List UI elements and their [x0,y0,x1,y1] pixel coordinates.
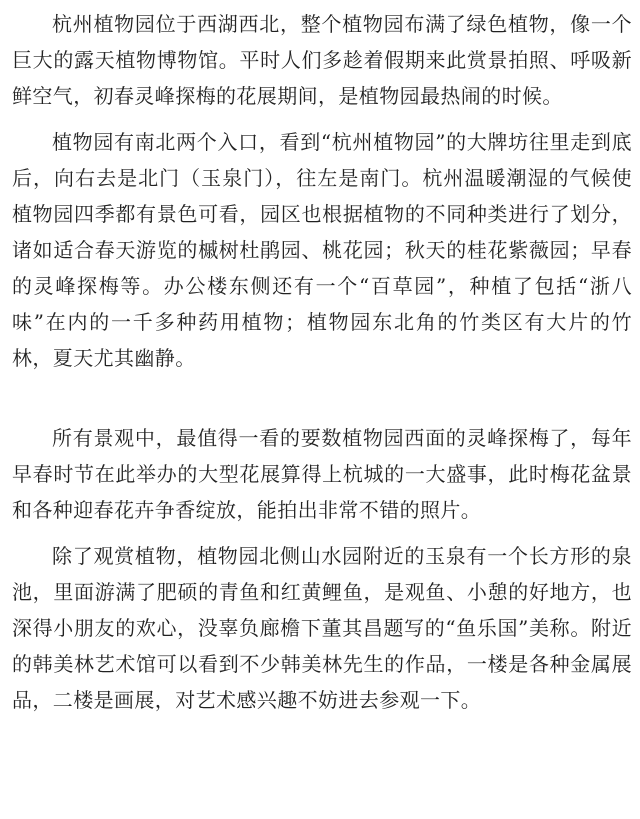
paragraph-lingfeng-plum: 所有景观中，最值得一看的要数植物园西面的灵峰探梅了，每年早春时节在此举办的大型花展算得上杭城的一大盛事，此时梅花盆景和各种迎春花卉争香绽放，能拍出非常不错的照片。 [12,426,632,522]
paragraph-entrances-and-areas: 植物园有南北两个入口，看到“杭州植物园”的大牌坊往里走到底后，向右去是北门（玉泉门），往左是南门。杭州温暖潮湿的气候使植物园四季都有景色可看，园区也根据植物的不同种类进行了划分，诸如适合春天游览的槭树杜鹃园、桃花园；秋天的桂花紫薇园；早春的灵峰探梅等。办公楼东侧还有一个“百草园”，种植了包括“浙八味”在内的一千多种药用植物；植物园东北角的竹类区有大片的竹林，夏天尤其幽静。 [12,130,632,370]
paragraph-gap [12,114,632,124]
paragraph-gap [12,528,632,538]
paragraph-yuquan-and-museum: 除了观赏植物，植物园北侧山水园附近的玉泉有一个长方形的泉池，里面游满了肥硕的青鱼和红黄鲤鱼，是观鱼、小憩的好地方，也深得小朋友的欢心，没辜负廊檐下董其昌题写的“鱼乐国”美称。附近的韩美林艺术馆可以看到不少韩美林先生的作品，一楼是各种金属展品，二楼是画展，对艺术感兴趣不妨进去参观一下。 [12,544,632,712]
paragraph-intro: 杭州植物园位于西湖西北，整个植物园布满了绿色植物，像一个巨大的露天植物博物馆。平时人们多趁着假期来此赏景拍照、呼吸新鲜空气，初春灵峰探梅的花展期间，是植物园最热闹的时候。 [12,12,632,108]
paragraph-gap-large [12,376,632,420]
